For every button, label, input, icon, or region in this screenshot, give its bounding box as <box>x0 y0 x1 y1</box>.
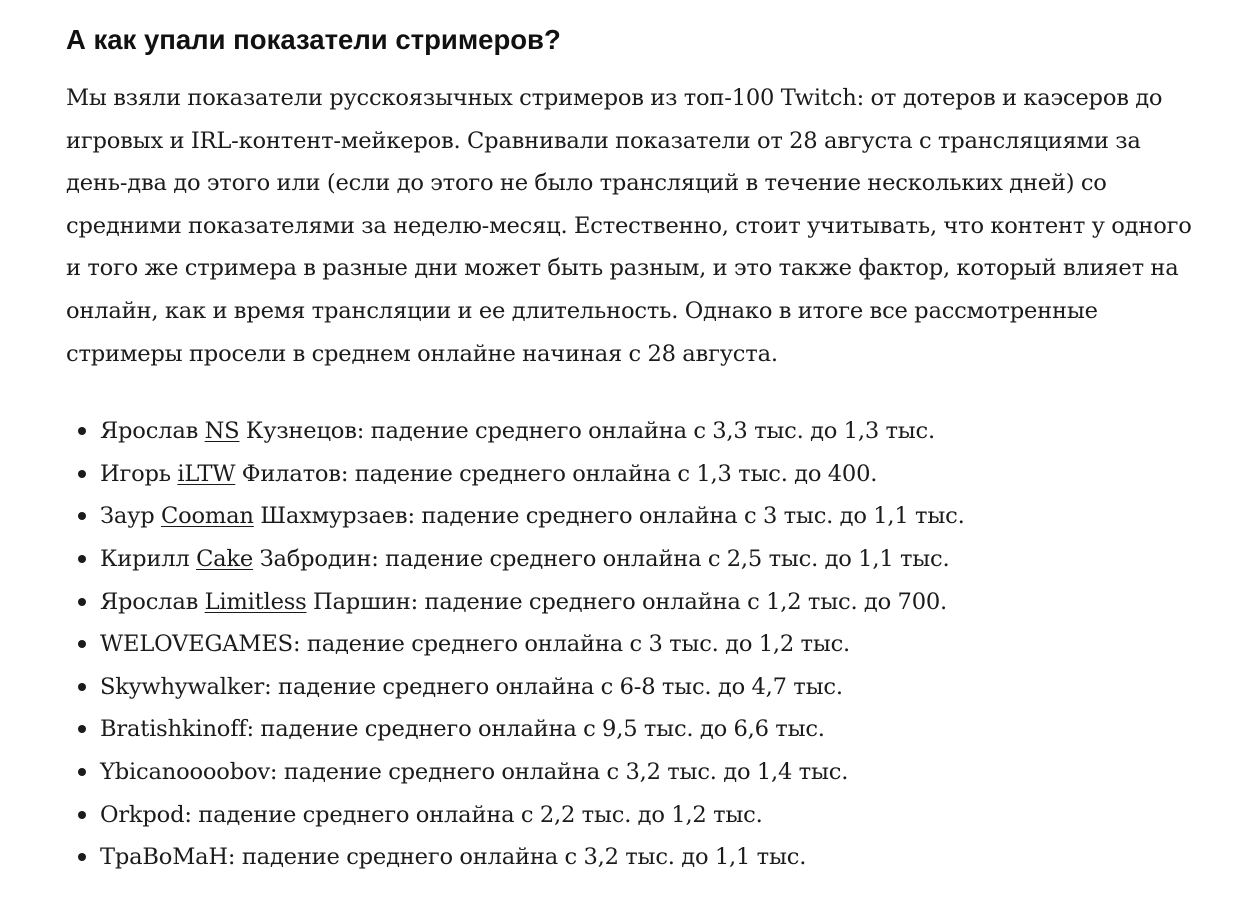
bullet-icon <box>78 427 86 435</box>
section-heading: А как упали показатели стримеров? <box>66 24 561 55</box>
bullet-icon <box>78 811 86 819</box>
streamer-name: Orkpod <box>100 801 185 828</box>
streamer-name: Ярослав <box>100 418 205 445</box>
streamer-name: ТраВоМаН <box>100 844 228 871</box>
streamer-stat: : падение среднего онлайна с 3,2 тыс. до 1,4 тыс. <box>269 758 849 785</box>
streamer-stat: : падение среднего онлайна с 3 тыс. до 1,1 тыс. <box>407 503 965 530</box>
list-item <box>100 495 1193 538</box>
bullet-icon <box>78 683 86 691</box>
bullet-icon <box>78 598 86 606</box>
bullet-icon <box>78 725 86 733</box>
streamer-stat: : падение среднего онлайна с 3,2 тыс. до 1,1 тыс. <box>227 844 807 871</box>
streamer-name: Bratishkinoff <box>100 716 247 743</box>
streamer-surname: Паршин <box>306 588 411 615</box>
streamer-stat: : падение среднего онлайна с 3 тыс. до 1,2 тыс. <box>292 631 851 658</box>
streamer-stat: : падение среднего онлайна с 1,2 тыс. до 700. <box>410 588 948 615</box>
streamer-name: Ярослав <box>100 588 205 615</box>
streamer-name: Заур <box>100 503 161 530</box>
bullet-icon <box>78 512 86 520</box>
list-item <box>100 410 1193 453</box>
list-item <box>100 666 1193 709</box>
list-item <box>100 751 1193 794</box>
intro-paragraph: Мы взяли показатели русскоязычных стримеров из топ-100 Twitch: от дотеров и каэсеров до игровых и IRL-контент-мейкеров. Сравнивали показатели от 28 августа с трансляциями за день-два до этого или (если до этого не было трансляций в течение нескольких дней) со средними показателями за неделю-месяц. Естественно, стоит учитывать, что контент у одного и того же стримера в разные дни может быть разным, и это также фактор, который влияет на онлайн, как и время трансляции и ее длительность. Однако в итоге все рассмотренные стримеры просели в среднем онлайне начиная с 28 августа. <box>66 85 1192 367</box>
streamer-surname: Забродин <box>253 545 372 572</box>
streamer-surname: Кузнецов <box>239 418 357 445</box>
list-item <box>100 538 1193 581</box>
streamer-stat: : падение среднего онлайна с 6-8 тыс. до 4,7 тыс. <box>264 673 843 700</box>
list-item <box>100 581 1193 624</box>
streamer-stat: : падение среднего онлайна с 1,3 тыс. до 400. <box>340 460 878 487</box>
streamer-name: Кирилл <box>100 545 197 572</box>
streamer-name: WELOVEGAMES <box>100 631 293 658</box>
list-item <box>100 623 1193 666</box>
streamer-surname: Филатов <box>235 460 341 487</box>
streamer-nick-link[interactable]: NS <box>204 418 240 445</box>
list-item <box>100 794 1193 837</box>
bullet-icon <box>78 640 86 648</box>
streamer-stat: : падение среднего онлайна с 2,5 тыс. до 1,1 тыс. <box>371 545 950 572</box>
streamer-list <box>66 410 1193 879</box>
list-item <box>100 453 1193 496</box>
streamer-surname: Шахмурзаев <box>253 503 408 530</box>
streamer-nick-link[interactable]: Limitless <box>204 588 307 615</box>
bullet-icon <box>78 768 86 776</box>
streamer-name: Игорь <box>100 460 178 487</box>
streamer-nick-link[interactable]: iLTW <box>177 460 236 487</box>
streamer-stat: : падение среднего онлайна с 2,2 тыс. до 1,2 тыс. <box>184 801 763 828</box>
streamer-stat: : падение среднего онлайна с 3,3 тыс. до 1,3 тыс. <box>356 418 935 445</box>
bullet-icon <box>78 555 86 563</box>
streamer-name: Ybicanoooobov <box>100 758 270 785</box>
bullet-icon <box>78 853 86 861</box>
streamer-nick-link[interactable]: Cooman <box>161 503 254 530</box>
streamer-stat: : падение среднего онлайна с 9,5 тыс. до 6,6 тыс. <box>246 716 825 743</box>
streamer-name: Skywhywalker <box>100 673 265 700</box>
streamer-nick-link[interactable]: Cake <box>196 545 254 572</box>
list-item <box>100 708 1193 751</box>
bullet-icon <box>78 470 86 478</box>
list-item <box>100 836 1193 879</box>
